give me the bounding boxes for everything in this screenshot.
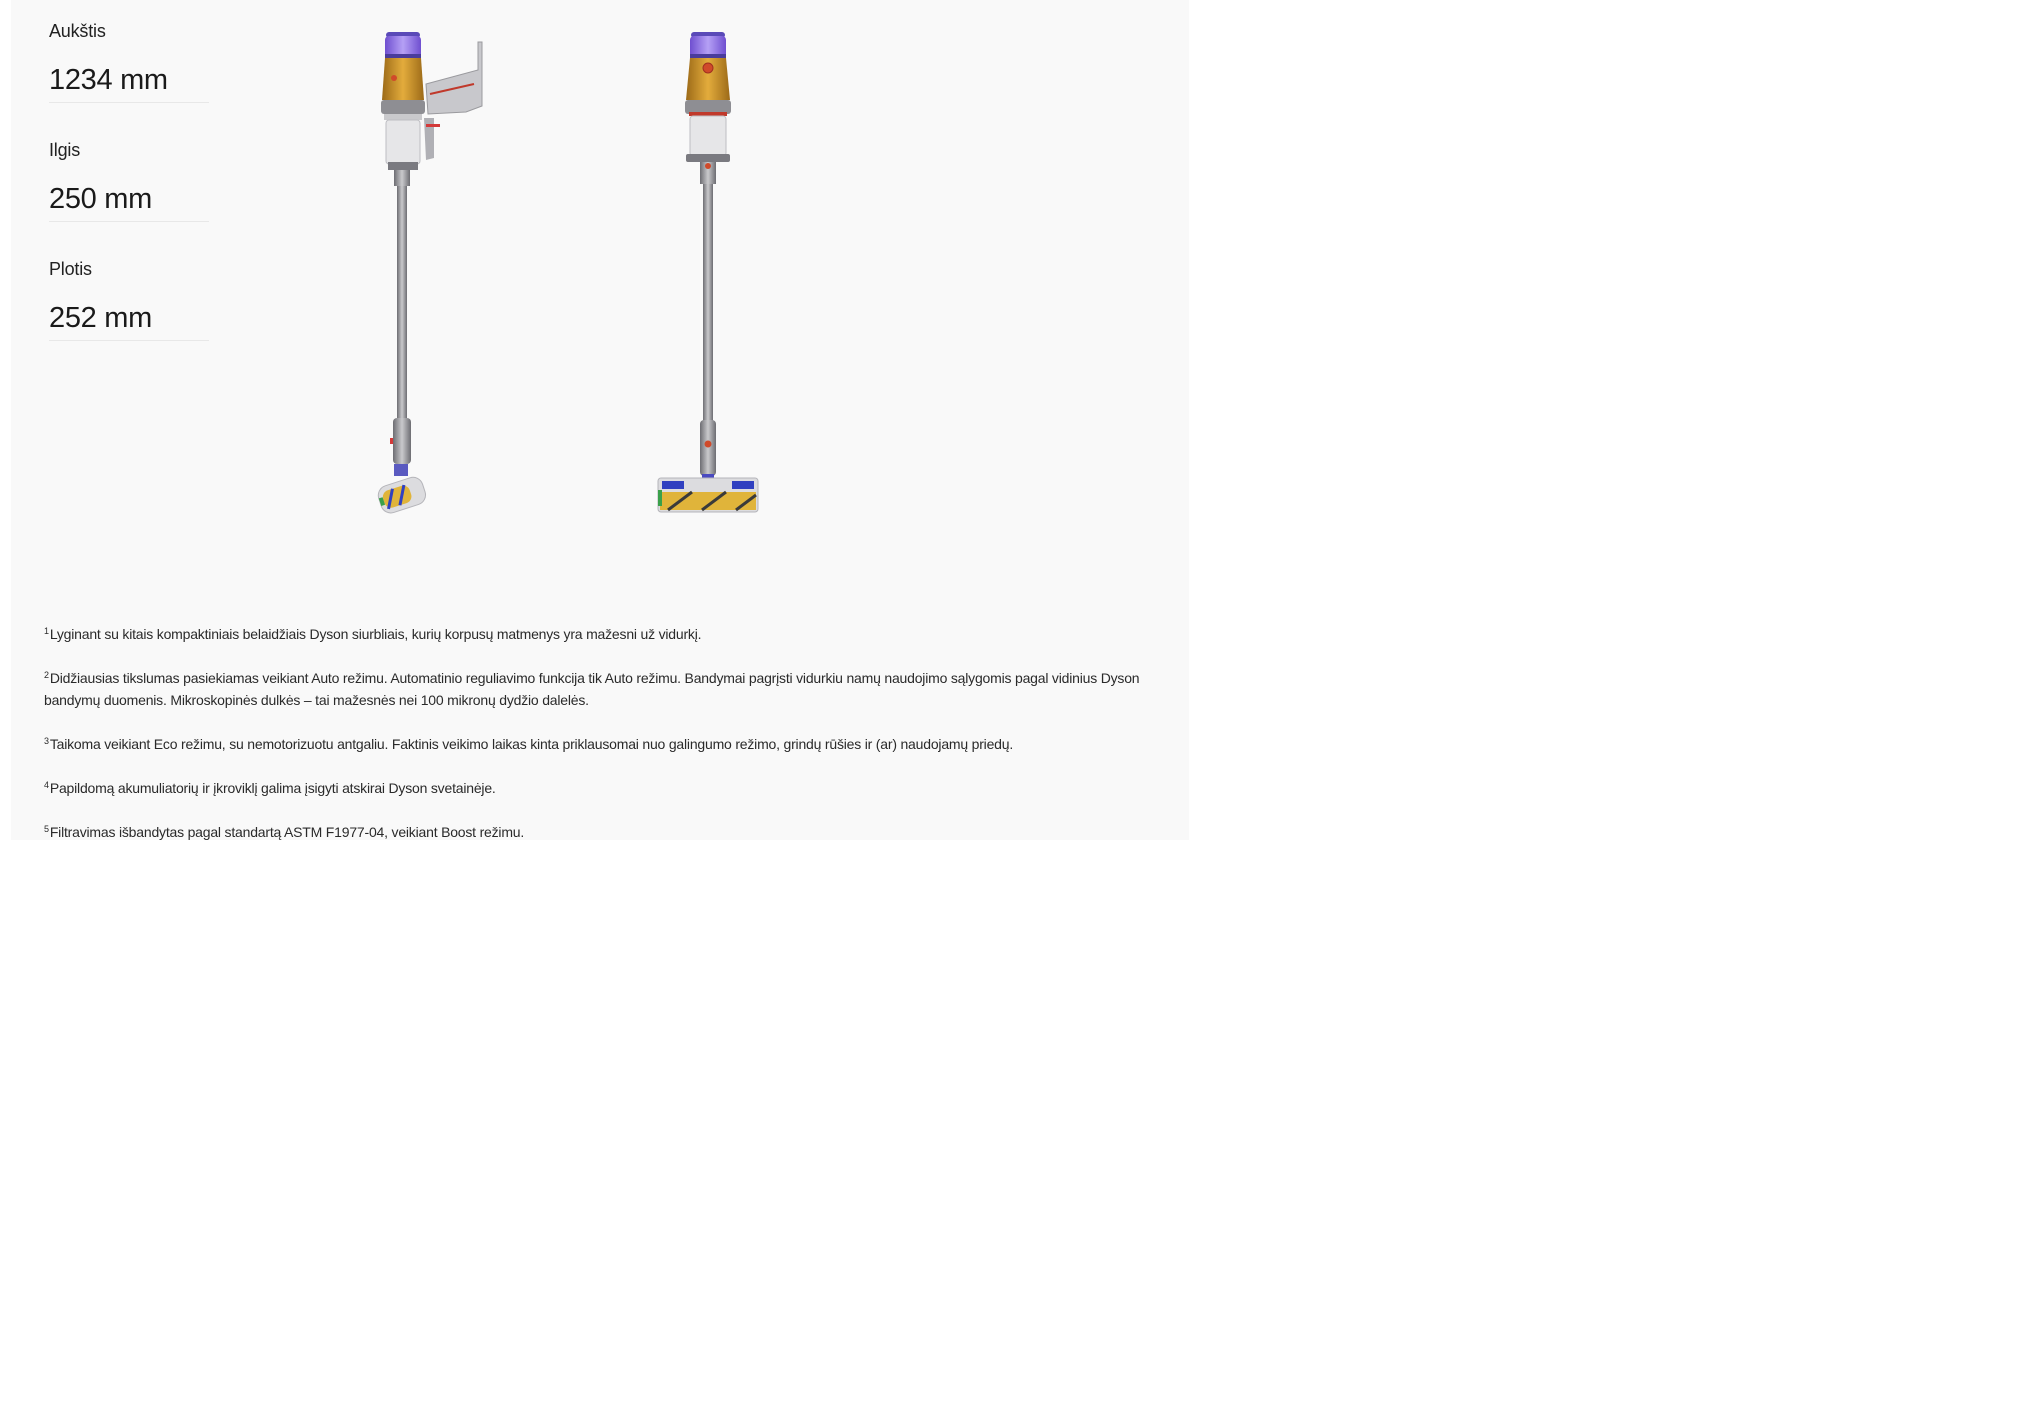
footnote-1-number: 1 [44, 626, 49, 636]
footnote-3-text: Taikoma veikiant Eco režimu, su nemotorizuotu antgaliu. Faktinis veikimo laikas kinta priklausomai nuo galingumo režimo, grindų rūšies ir (ar) naudojamų priedų. [49, 736, 1014, 752]
spec-width-label: Plotis [49, 259, 92, 279]
footnote-4-text: Papildomą akumuliatorių ir įkroviklį galima įsigyti atskirai Dyson svetainėje. [49, 780, 496, 796]
spec-length [49, 137, 209, 256]
footnote-2-number: 2 [44, 670, 49, 680]
spec-length-value: 250 mm [49, 180, 209, 222]
footnote-1 [44, 620, 1174, 645]
footnote-4-number: 4 [44, 780, 49, 790]
footnote-5-number: 5 [44, 824, 49, 834]
spec-height-label: Aukštis [49, 21, 106, 41]
footnote-5-text: Filtravimas išbandytas pagal standartą ASTM F1977-04, veikiant Boost režimu. [49, 824, 525, 840]
vacuum-side-view-image [366, 28, 486, 518]
spec-height [49, 18, 209, 137]
spec-height-value: 1234 mm [49, 61, 209, 103]
spec-width-value: 252 mm [49, 299, 209, 341]
footnotes [44, 620, 1174, 862]
dimensions-panel [11, 0, 1189, 840]
dimension-specs [49, 18, 209, 375]
spec-length-label: Ilgis [49, 140, 81, 160]
vacuum-front-view-image [646, 28, 766, 518]
footnote-5 [44, 818, 1174, 843]
footnote-3 [44, 730, 1174, 755]
footnote-2-text: Didžiausias tikslumas pasiekiamas veikiant Auto režimu. Automatinio reguliavimo funkcija tik Auto režimu. Bandymai pagrįsti vidurkiu namų naudojimo sąlygomis pagal vidinius Dyson bandymų duomenis. Mikroskopinės dulkės – tai mažesnės nei 100 mikronų dydžio dalelės. [44, 670, 1140, 708]
footnote-1-text: Lyginant su kitais kompaktiniais belaidžiais Dyson siurbliais, kurių korpusų matmenys yra mažesni už vidurkį. [49, 626, 702, 642]
footnote-4 [44, 774, 1174, 799]
spec-width [49, 256, 209, 375]
footnote-2 [44, 664, 1174, 711]
footnote-3-number: 3 [44, 736, 49, 746]
